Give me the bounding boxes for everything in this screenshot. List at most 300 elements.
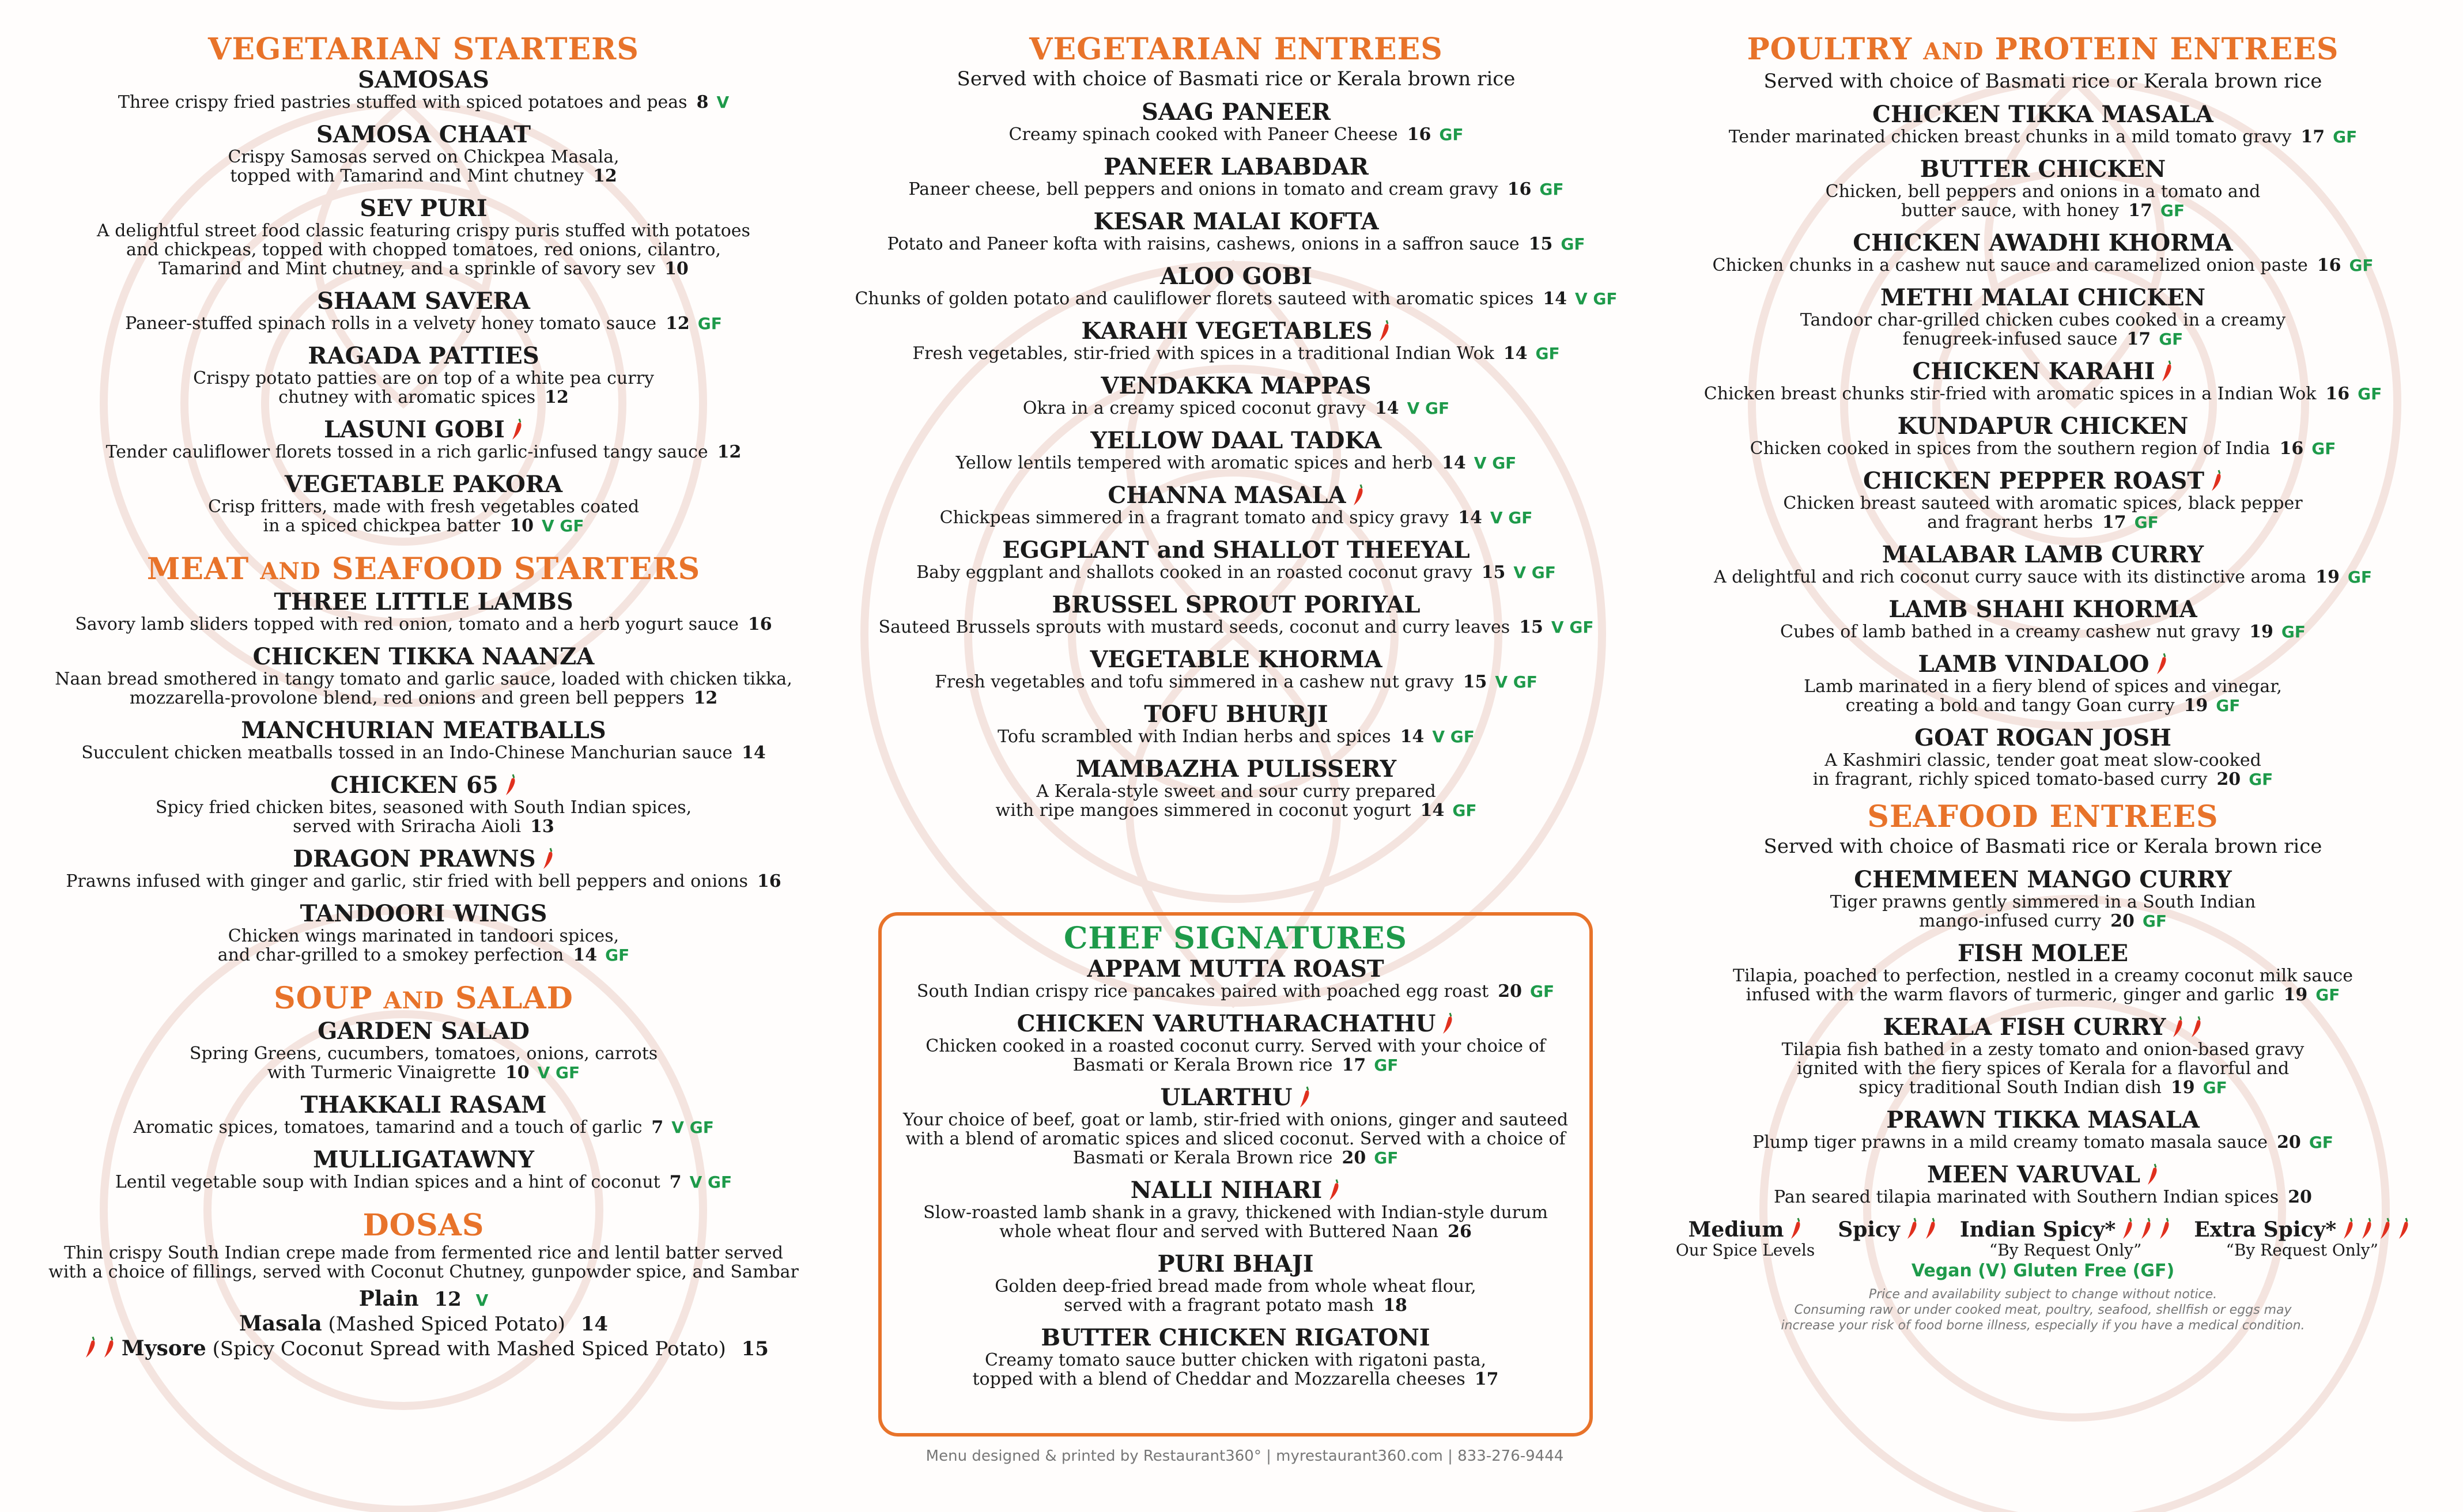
menu-item-description: Your choice of beef, goat or lamb, stir-fried with onions, ginger and sauteed [902, 1110, 1569, 1130]
menu-item-description: Plump tiger prawns in a mild creamy tomato masala sauce 20 GF [1752, 1132, 2333, 1152]
dietary-tag: GF [1439, 125, 1464, 144]
menu-item-name: KUNDAPUR CHICKEN [1897, 413, 2189, 440]
menu-item-price: 15 [1481, 562, 1506, 583]
menu-item-price: 19 [2170, 1078, 2195, 1098]
chili-pepper-icon [103, 1336, 115, 1359]
menu-item-description: Lentil vegetable soup with Indian spices and a hint of coconut 7 V GF [115, 1172, 732, 1192]
menu-item-description: Tender marinated chicken breast chunks in a mild tomato gravy 17 GF [1728, 127, 2358, 147]
dietary-tag: V GF [1407, 399, 1450, 418]
menu-item-price: 19 [2283, 985, 2308, 1005]
menu-item-price: 12 [545, 387, 569, 407]
menu-item [1660, 359, 2426, 403]
menu-item-name: SEV PURI [360, 195, 488, 222]
menu-item-description: Cubes of lamb bathed in a creamy cashew nut gravy 19 GF [1780, 622, 2306, 642]
menu-item [1660, 1107, 2426, 1152]
menu-item-price: 26 [1448, 1222, 1472, 1242]
menu-item-description: Savory lamb sliders topped with red onion, tomato and a herb yogurt sauce 16 [75, 614, 772, 634]
menu-item-description: Chicken chunks in a cashew nut sauce and caramelized onion paste 16 GF [1712, 255, 2374, 275]
menu-item-price: 17 [1474, 1369, 1499, 1389]
menu-item-description: Yellow lentils tempered with aromatic spices and herb 14 V GF [955, 453, 1517, 473]
menu-item-price: 15 [1528, 234, 1553, 254]
dietary-tag: V GF [541, 516, 584, 535]
menu-item-price: 14 [1543, 289, 1567, 309]
dietary-tag: GF [1529, 982, 1555, 1001]
menu-item-description: Tandoor char-grilled chicken cubes cooked in a creamy [1800, 310, 2286, 330]
menu-item-description: Prawns infused with ginger and garlic, stir fried with bell peppers and onions 16 [66, 871, 781, 891]
veg-entrees-list [841, 100, 1631, 820]
menu-item [46, 417, 801, 462]
menu-item [46, 718, 801, 762]
chili-pepper-icon [1789, 1217, 1802, 1240]
disclaimer: Price and availability subject to change without notice. Consuming raw or under cooked meat, poultry, seafood, shellfish or eggs may increase your risk of food borne illness, especially if you have a medical condition. [1781, 1287, 2305, 1333]
menu-item [841, 538, 1631, 582]
menu-item [46, 1093, 801, 1137]
menu-item-name: CHICKEN TIKKA MASALA [1872, 101, 2213, 128]
menu-item [46, 1147, 801, 1192]
dietary-tag: GF [605, 946, 630, 965]
dietary-tag: GF [2249, 770, 2273, 789]
chili-pepper-icon [1906, 1217, 1918, 1240]
menu-item-name: THAKKALI RASAM [300, 1091, 547, 1118]
chili-pepper-icon [2397, 1217, 2410, 1240]
menu-item [1660, 468, 2426, 532]
seafood-list [1660, 867, 2426, 1207]
menu-item-name: TANDOORI WINGS [300, 900, 547, 927]
chef-signatures-title: CHEF SIGNATURES [1064, 921, 1407, 956]
dietary-tag: V GF [671, 1118, 714, 1137]
menu-item-description: with a blend of aromatic spices and sliced coconut. Served with a choice of [905, 1129, 1566, 1149]
dietary-legend: Vegan (V) Gluten Free (GF) [1911, 1261, 2175, 1281]
dietary-tag: GF [1374, 1148, 1399, 1167]
menu-item-price: 16 [2279, 439, 2304, 459]
seafood-title: SEAFOOD ENTREES [1867, 799, 2219, 834]
dietary-tag: GF [2309, 1133, 2333, 1152]
dietary-tag: GF [1535, 344, 1560, 363]
menu-item [841, 209, 1631, 254]
menu-item [46, 343, 801, 407]
menu-item-description: in a spiced chickpea batter 10 V GF [263, 516, 584, 536]
menu-item-description: Chicken breast sauteed with aromatic spices, black pepper [1783, 493, 2303, 513]
menu-item-price: 15 [1463, 672, 1487, 692]
chili-pepper-icon [542, 847, 554, 870]
dosas-desc-1: Thin crispy South Indian crepe made from fermented rice and lentil batter served [64, 1243, 783, 1263]
dietary-tag: GF [2311, 439, 2336, 458]
menu-item-price: 10 [509, 516, 534, 536]
menu-item-description: Creamy spinach cooked with Paneer Cheese 16 GF [1008, 124, 1464, 145]
dietary-tag: GF [2134, 513, 2159, 532]
menu-item-name: CHICKEN KARAHI [1660, 359, 2426, 384]
menu-item-name: CHEMMEEN MANGO CURRY [1854, 866, 2232, 893]
menu-item-name: PRAWN TIKKA MASALA [1886, 1106, 2200, 1133]
menu-item-name: CHICKEN PEPPER ROAST [1660, 468, 2426, 494]
veg-starters-list [46, 67, 801, 535]
menu-item [1660, 157, 2426, 220]
menu-item-description: Basmati or Kerala Brown rice 17 GF [1072, 1055, 1399, 1075]
menu-item-price: 7 [669, 1172, 682, 1192]
dosas-title: DOSAS [362, 1208, 485, 1243]
poultry-list [1660, 102, 2426, 789]
menu-item-price: 14 [1420, 800, 1445, 821]
veg-entrees-subtitle: Served with choice of Basmati rice or Kerala brown rice [957, 67, 1516, 90]
dietary-tag: GF [2216, 696, 2241, 715]
menu-item-price: 20 [2110, 911, 2135, 931]
menu-item-description: Sauteed Brussels sprouts with mustard seeds, coconut and curry leaves 15 V GF [878, 617, 1594, 637]
middle-column [841, 32, 1631, 830]
menu-item-price: 14 [1503, 343, 1528, 364]
menu-item-description: Basmati or Kerala Brown rice 20 GF [1072, 1148, 1399, 1168]
dietary-tag: GF [2142, 912, 2167, 931]
menu-item-description: Tilapia fish bathed in a zesty tomato and onion-based gravy [1781, 1040, 2305, 1060]
menu-item-name: VEGETABLE KHORMA [1090, 646, 1382, 673]
chili-pepper-icon [2171, 1015, 2184, 1038]
menu-item-name: CHICKEN TIKKA NAANZA [252, 643, 595, 670]
menu-item-name: NALLI NIHARI [882, 1178, 1589, 1203]
chili-pepper-icon [511, 418, 523, 441]
menu-item-name: SAAG PANEER [1141, 99, 1331, 126]
menu-item-price: 12 [665, 313, 690, 334]
menu-item-price: 16 [747, 614, 772, 634]
menu-item-price: 13 [530, 817, 554, 837]
dietary-tag: GF [697, 314, 722, 333]
dietary-tag: V GF [1490, 508, 1533, 527]
menu-item-name: RAGADA PATTIES [308, 342, 539, 369]
menu-item-description: A delightful street food classic featuring crispy puris stuffed with potatoes [97, 221, 750, 241]
menu-item [841, 592, 1631, 637]
chili-pepper-icon [2140, 1217, 2152, 1240]
menu-item-description: A delightful and rich coconut curry sauce with its distinctive aroma 19 GF [1713, 567, 2373, 587]
menu-item-description: served with a fragrant potato mash 18 [1064, 1295, 1407, 1316]
menu-item-price: 16 [757, 871, 781, 891]
dietary-tag: V [716, 93, 730, 112]
menu-item-price: 17 [2300, 127, 2325, 147]
dietary-tag: GF [2281, 622, 2306, 641]
menu-item-price: 16 [1507, 179, 1532, 199]
menu-item-name: CHANNA MASALA [841, 483, 1631, 508]
menu-item-price: 12 [717, 442, 742, 462]
chili-pepper-icon [1328, 1178, 1340, 1201]
left-column [46, 32, 801, 1360]
menu-item [1660, 941, 2426, 1004]
menu-item-name: LASUNI GOBI [46, 417, 801, 443]
menu-item-description: A Kashmiri classic, tender goat meat slow-cooked [1824, 750, 2261, 770]
menu-item [882, 1085, 1589, 1167]
menu-item [841, 757, 1631, 820]
chili-pepper-icon [1352, 483, 1365, 506]
dietary-tag: GF [2315, 985, 2340, 1004]
menu-item-name: BUTTER CHICKEN RIGATONI [1041, 1324, 1430, 1351]
menu-item-price: 16 [1407, 124, 1431, 145]
menu-item [841, 483, 1631, 527]
menu-item [841, 428, 1631, 472]
menu-item-description: mango-infused curry 20 GF [1919, 911, 2167, 931]
menu-item-description: creating a bold and tangy Goan curry 19 GF [1845, 695, 2241, 716]
menu-item-price: 19 [2184, 695, 2208, 716]
menu-item-description: Chicken cooked in a roasted coconut curry. Served with your choice of [925, 1036, 1546, 1056]
dietary-tag: GF [2203, 1078, 2227, 1097]
menu-item-description: chutney with aromatic spices 12 [278, 387, 569, 407]
menu-item-price: 19 [2249, 622, 2273, 642]
menu-item-description: Pan seared tilapia marinated with Southern Indian spices 20 [1774, 1187, 2312, 1207]
menu-item-name: GARDEN SALAD [318, 1018, 530, 1045]
menu-item-price: 17 [2102, 512, 2126, 532]
chili-pepper-icon [2160, 360, 2173, 383]
menu-item-description: Golden deep-fried bread made from whole wheat flour, [995, 1276, 1476, 1296]
menu-item-description: South Indian crispy rice pancakes paired with poached egg roast 20 GF [916, 981, 1555, 1001]
menu-item-name: FISH MOLEE [1958, 940, 2128, 967]
dietary-tag: GF [1452, 801, 1477, 820]
menu-item-description: Paneer cheese, bell peppers and onions in tomato and cream gravy 16 GF [908, 179, 1564, 199]
dietary-tag: GF [2160, 201, 2185, 220]
menu-item-description: Okra in a creamy spiced coconut gravy 14 V GF [1022, 398, 1450, 418]
seafood-subtitle: Served with choice of Basmati rice or Kerala brown rice [1763, 835, 2322, 858]
menu-item-name: VEGETABLE PAKORA [284, 471, 563, 498]
menu-item-price: 15 [1519, 617, 1543, 637]
menu-item-description: Lamb marinated in a fiery blend of spices and vinegar, [1804, 676, 2282, 697]
menu-item [1660, 230, 2426, 275]
chili-pepper-icon [2360, 1217, 2373, 1240]
menu-item-price: 20 [1498, 981, 1522, 1001]
menu-item [841, 154, 1631, 199]
menu-item-description: Creamy tomato sauce butter chicken with rigatoni pasta, [985, 1350, 1486, 1370]
spice-legend [1660, 1217, 2426, 1333]
chili-pepper-icon [2155, 652, 2168, 675]
chili-pepper-icon [504, 773, 517, 796]
menu-item-price: 10 [505, 1063, 530, 1083]
menu-item [46, 67, 801, 112]
menu-item-description: Paneer-stuffed spinach rolls in a velvety honey tomato sauce 12 GF [125, 313, 722, 334]
menu-item-price: 17 [2126, 329, 2151, 349]
dosas-desc-2: with a choice of fillings, served with Coconut Chutney, gunpowder spice, and Sambar [48, 1262, 799, 1282]
menu-item-description: Chunks of golden potato and cauliflower florets sauteed with aromatic spices 14 V GF [855, 289, 1618, 309]
menu-item-description: butter sauce, with honey 17 GF [1901, 201, 2185, 221]
menu-item [46, 773, 801, 836]
menu-item-description: spicy traditional South Indian dish 19 GF [1858, 1078, 2227, 1098]
menu-item-name: PURI BHAJI [1157, 1250, 1314, 1277]
soup-salad-title: SOUP AND SALAD [274, 981, 573, 1016]
menu-item [1660, 414, 2426, 458]
menu-item-name: VENDAKKA MAPPAS [1101, 372, 1372, 399]
menu-item-name: GOAT ROGAN JOSH [1914, 724, 2171, 751]
chili-pepper-icon [2146, 1163, 2159, 1186]
dietary-tag: GF [1539, 180, 1564, 199]
menu-item [882, 1252, 1589, 1315]
menu-item-price: 14 [741, 743, 766, 763]
menu-item-price: 7 [651, 1117, 664, 1137]
dosa-masala: Masala (Mashed Spiced Potato) 14 [239, 1311, 609, 1336]
menu-item [882, 1325, 1589, 1389]
chili-pepper-icon [1441, 1012, 1454, 1035]
menu-item [1660, 102, 2426, 146]
menu-item [46, 122, 801, 186]
menu-item [1660, 542, 2426, 587]
chili-pepper-icon [1924, 1217, 1937, 1240]
menu-item-name: PANEER LABABDAR [1104, 153, 1369, 180]
chili-pepper-icon [2190, 1015, 2203, 1038]
chef-signatures-list [882, 957, 1589, 1389]
chili-pepper-icon [1298, 1086, 1311, 1109]
menu-item [1660, 867, 2426, 931]
spice-level: Medium Our Spice Levels [1675, 1218, 1815, 1260]
menu-item-description: Crisp fritters, made with fresh vegetables coated [207, 497, 640, 517]
menu-item-price: 17 [1342, 1055, 1366, 1075]
dietary-tag: V GF [1432, 727, 1475, 746]
menu-item-description: Chicken cooked in spices from the southern region of India 16 GF [1750, 439, 2336, 459]
menu-item [882, 1011, 1589, 1075]
menu-item-description: Spring Greens, cucumbers, tomatoes, onions, carrots [189, 1044, 658, 1064]
menu-item-name: MALABAR LAMB CURRY [1882, 541, 2204, 568]
menu-item-description: Crispy potato patties are on top of a white pea curry [193, 368, 654, 388]
menu-item [882, 957, 1589, 1001]
menu-item-description: Spicy fried chicken bites, seasoned with South Indian spices, [155, 797, 692, 818]
menu-item-price: 14 [1442, 453, 1466, 473]
menu-item-name: BRUSSEL SPROUT PORIYAL [1052, 591, 1421, 618]
menu-item [841, 319, 1631, 363]
menu-item-name: SAMOSAS [358, 66, 489, 93]
menu-item-name: METHI MALAI CHICKEN [1880, 284, 2206, 311]
chili-icon [78, 1337, 115, 1360]
chili-pepper-icon [2121, 1217, 2134, 1240]
menu-item [1660, 1015, 2426, 1097]
dietary-tag: GF [2347, 568, 2373, 587]
menu-item-description: Aromatic spices, tomatoes, tamarind and a touch of garlic 7 V GF [133, 1117, 714, 1137]
menu-item-price: 14 [1400, 727, 1425, 747]
menu-item [1660, 725, 2426, 789]
menu-item-description: fenugreek-infused sauce 17 GF [1902, 329, 2184, 349]
menu-item-description: Naan bread smothered in tangy tomato and garlic sauce, loaded with chicken tikka, [55, 669, 792, 689]
dietary-tag: V GF [1513, 563, 1556, 582]
chili-pepper-icon [84, 1336, 97, 1359]
menu-item-description: Three crispy fried pastries stuffed with spiced potatoes and peas 8 V [118, 92, 730, 112]
menu-item-name: TOFU BHURJI [1144, 701, 1328, 728]
menu-item-description: Baby eggplant and shallots cooked in an roasted coconut gravy 15 V GF [916, 562, 1556, 583]
menu-item-name: LAMB VINDALOO [1660, 652, 2426, 677]
menu-item-description: Tiger prawns gently simmered in a South Indian [1830, 892, 2256, 912]
menu-item [1660, 1162, 2426, 1207]
spice-levels [1660, 1217, 2426, 1260]
menu-item-name: CHICKEN AWADHI KHORMA [1853, 229, 2233, 256]
menu-item-price: 16 [2317, 255, 2341, 275]
menu-item-description: mozzarella-provolone blend, red onions and green bell peppers 12 [129, 688, 718, 708]
dietary-tag: V GF [1551, 618, 1594, 637]
chili-pepper-icon [2379, 1217, 2392, 1240]
dietary-tag: GF [2349, 256, 2374, 275]
menu-item-description: infused with the warm flavors of turmeric, ginger and garlic 19 GF [1746, 985, 2340, 1005]
menu-item-name: KERALA FISH CURRY [1660, 1015, 2426, 1040]
menu-item-name: EGGPLANT and SHALLOT THEEYAL [1002, 536, 1470, 564]
menu-item [46, 289, 801, 333]
menu-item-name: MAMBAZHA PULISSERY [1075, 755, 1397, 783]
menu-item-description: Tilapia, poached to perfection, nestled in a creamy coconut milk sauce [1732, 966, 2353, 986]
menu-item [46, 196, 801, 278]
meat-starters-list [46, 589, 801, 965]
dietary-tag: V GF [1495, 672, 1538, 691]
menu-item-name: SHAAM SAVERA [317, 288, 530, 315]
chili-pepper-icon [2342, 1217, 2355, 1240]
spice-level: Extra Spicy* “By Request Only” [2194, 1217, 2410, 1260]
chef-signatures [882, 921, 1589, 1399]
veg-starters-title: VEGETARIAN STARTERS [208, 32, 639, 67]
menu-item-name: DRAGON PRAWNS [46, 846, 801, 872]
menu-item-description: topped with a blend of Cheddar and Mozzarella cheeses 17 [972, 1369, 1499, 1389]
poultry-title: POULTRY AND PROTEIN ENTREES [1747, 32, 2339, 67]
menu-item-price: 12 [593, 166, 617, 186]
menu-item-price: 8 [696, 92, 709, 112]
menu-item-price: 18 [1383, 1295, 1407, 1316]
menu-item-description: A Kerala-style sweet and sour curry prepared [1036, 781, 1436, 802]
dosa-mysore: Mysore (Spicy Coconut Spread with Mashed Spiced Potato) 15 [46, 1336, 801, 1360]
menu-item [1660, 597, 2426, 641]
menu-item-name: KESAR MALAI KOFTA [1093, 208, 1379, 235]
menu-item [841, 373, 1631, 418]
menu-item [46, 1019, 801, 1082]
menu-item-name: YELLOW DAAL TADKA [1090, 427, 1382, 454]
menu-item-name: MEEN VARUVAL [1660, 1162, 2426, 1188]
menu-item-description: with ripe mangoes simmered in coconut yogurt 14 GF [995, 800, 1477, 821]
dietary-tag: GF [2159, 330, 2184, 349]
menu-item-price: 16 [2325, 384, 2350, 404]
menu-item-description: Succulent chicken meatballs tossed in an Indo-Chinese Manchurian sauce 14 [81, 743, 766, 763]
menu-item-description: Crispy Samosas served on Chickpea Masala, [228, 147, 619, 167]
dietary-tag: GF [1561, 235, 1585, 254]
menu-item-price: 12 [693, 688, 718, 708]
menu-item [46, 589, 801, 634]
menu-item-name: ULARTHU [882, 1085, 1589, 1110]
menu-item-price: 14 [1374, 398, 1399, 418]
menu-item-name: CHICKEN 65 [46, 773, 801, 798]
veg-entrees-title: VEGETARIAN ENTREES [1029, 32, 1443, 67]
menu-item-name: BUTTER CHICKEN [1920, 156, 2166, 183]
poultry-subtitle: Served with choice of Basmati rice or Kerala brown rice [1763, 70, 2322, 93]
chili-pepper-icon [2210, 469, 2223, 492]
spice-level: Indian Spicy* “By Request Only” [1960, 1217, 2171, 1260]
menu-item [1660, 652, 2426, 715]
menu-item-description: Tamarind and Mint chutney, and a sprinkle of savory sev 10 [158, 259, 689, 279]
menu-item-name: MULLIGATAWNY [313, 1146, 534, 1173]
menu-item [46, 901, 801, 965]
menu-item [1660, 285, 2426, 349]
menu-item-name: SAMOSA CHAAT [316, 121, 531, 148]
menu-item-name: THREE LITTLE LAMBS [274, 588, 573, 615]
dietary-tag: V GF [689, 1173, 732, 1192]
menu-item-price: 20 [2277, 1132, 2301, 1152]
menu-item-description: with Turmeric Vinaigrette 10 V GF [267, 1063, 580, 1083]
menu-item-description: and fragrant herbs 17 GF [1927, 512, 2159, 532]
menu-item-price: 19 [2315, 567, 2340, 587]
menu-item-description: and char-grilled to a smokey perfection 14 GF [217, 945, 630, 965]
menu-item-price: 17 [2128, 201, 2152, 221]
menu-item-name: CHICKEN VARUTHARACHATHU [882, 1011, 1589, 1037]
menu-item-description: in fragrant, richly spiced tomato-based curry 20 GF [1812, 769, 2273, 789]
menu-item-description: Fresh vegetables and tofu simmered in a cashew nut gravy 15 V GF [935, 672, 1538, 692]
menu-item-name: ALOO GOBI [1159, 263, 1313, 290]
menu-item-price: 20 [1342, 1148, 1366, 1168]
dietary-tag: V GF [1575, 289, 1618, 308]
menu-item-price: 20 [2288, 1187, 2312, 1207]
menu-item-description: whole wheat flour and served with Buttered Naan 26 [999, 1222, 1472, 1242]
dosa-plain: Plain 12 V [358, 1287, 489, 1311]
menu-item-description: ignited with the fiery spices of Kerala for a flavorful and [1796, 1059, 2290, 1079]
menu-item-description: Chicken, bell peppers and onions in a tomato and [1825, 182, 2261, 202]
menu-item [841, 647, 1631, 691]
menu-item [46, 472, 801, 535]
spice-level: Spicy [1838, 1217, 1937, 1260]
menu-item-description: Chickpeas simmered in a fragrant tomato and spicy gravy 14 V GF [939, 508, 1533, 528]
menu-item-name: LAMB SHAHI KHORMA [1888, 596, 2197, 623]
menu-item [841, 100, 1631, 144]
menu-item-price: 20 [2216, 769, 2241, 789]
menu-item [841, 702, 1631, 746]
menu-item-description: Chicken wings marinated in tandoori spices, [228, 926, 619, 946]
